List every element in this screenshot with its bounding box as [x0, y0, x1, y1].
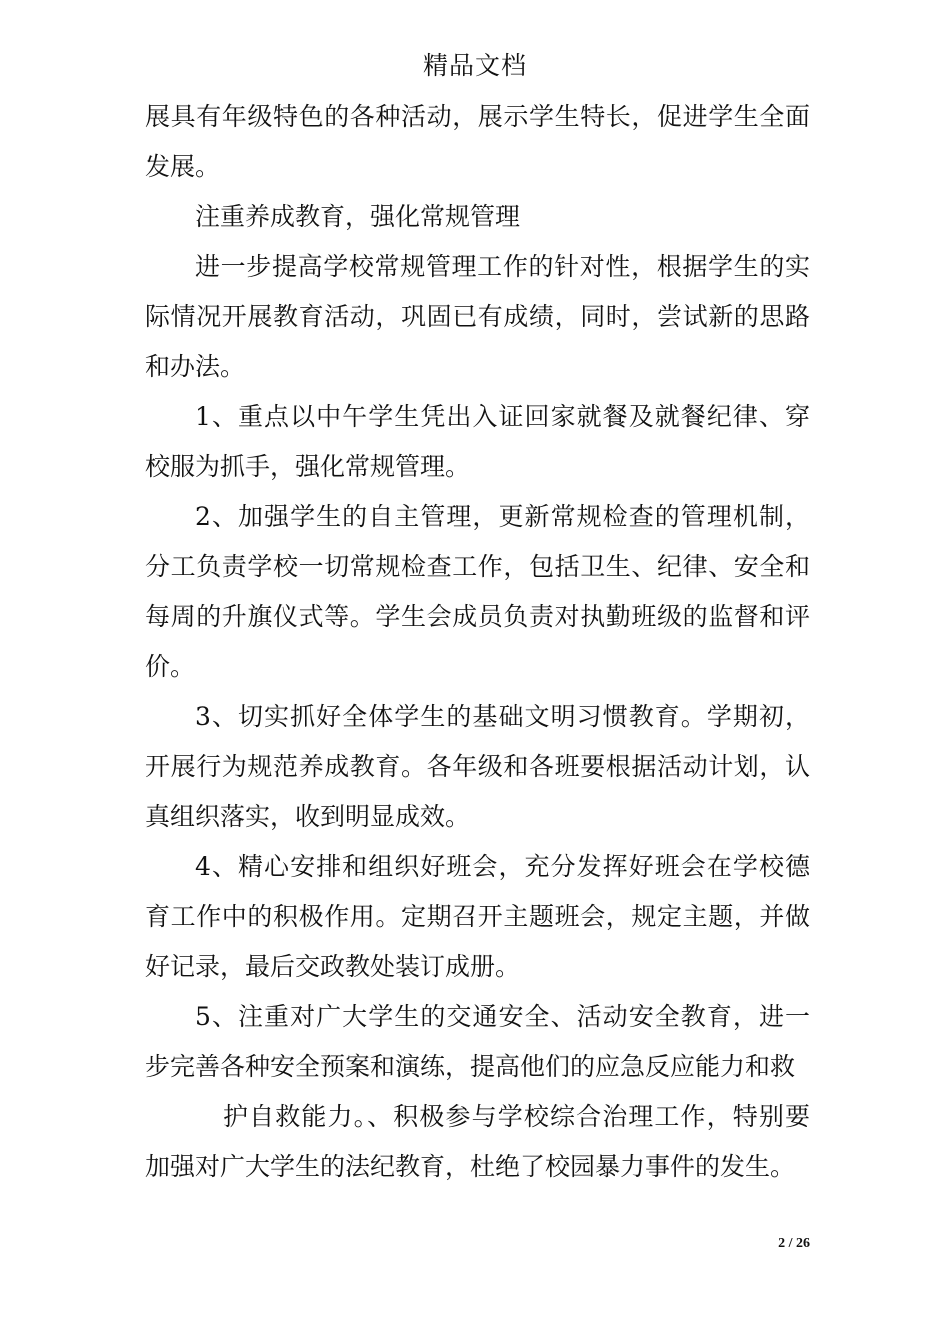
list-item-5-continued: 护自救能力。、积极参与学校综合治理工作，特别要加强对广大学生的法纪教育，杜绝了校园暴力事件的发生。 [145, 1102, 810, 1181]
section-heading: 注重养成教育，强化常规管理 [195, 202, 521, 231]
paragraph-intro: 进一步提高学校常规管理工作的针对性，根据学生的实际情况开展教育活动，巩固已有成绩，同时，尝试新的思路和办法。 [145, 252, 810, 381]
list-item-3: 3、切实抓好全体学生的基础文明习惯教育。学期初，开展行为规范养成教育。各年级和各班要根据活动计划，认真组织落实，收到明显成效。 [145, 702, 810, 831]
page-number: 2 / 26 [778, 1236, 810, 1251]
list-item-5: 5、注重对广大学生的交通安全、活动安全教育，进一步完善各种安全预案和演练，提高他们的应急反应能力和救 [145, 1002, 810, 1081]
paragraph-continuation: 展具有年级特色的各种活动，展示学生特长，促进学生全面发展。 [145, 102, 810, 181]
list-item-1: 1、重点以中午学生凭出入证回家就餐及就餐纪律、穿校服为抓手，强化常规管理。 [145, 402, 810, 481]
document-body [145, 92, 810, 1192]
list-item-4: 4、精心安排和组织好班会，充分发挥好班会在学校德育工作中的积极作用。定期召开主题班会，规定主题，并做好记录，最后交政教处装订成册。 [145, 852, 810, 981]
page-header-title: 精品文档 [422, 51, 527, 80]
list-item-2: 2、加强学生的自主管理，更新常规检查的管理机制，分工负责学校一切常规检查工作，包括卫生、纪律、安全和每周的升旗仪式等。学生会成员负责对执勤班级的监督和评价。 [145, 502, 810, 681]
